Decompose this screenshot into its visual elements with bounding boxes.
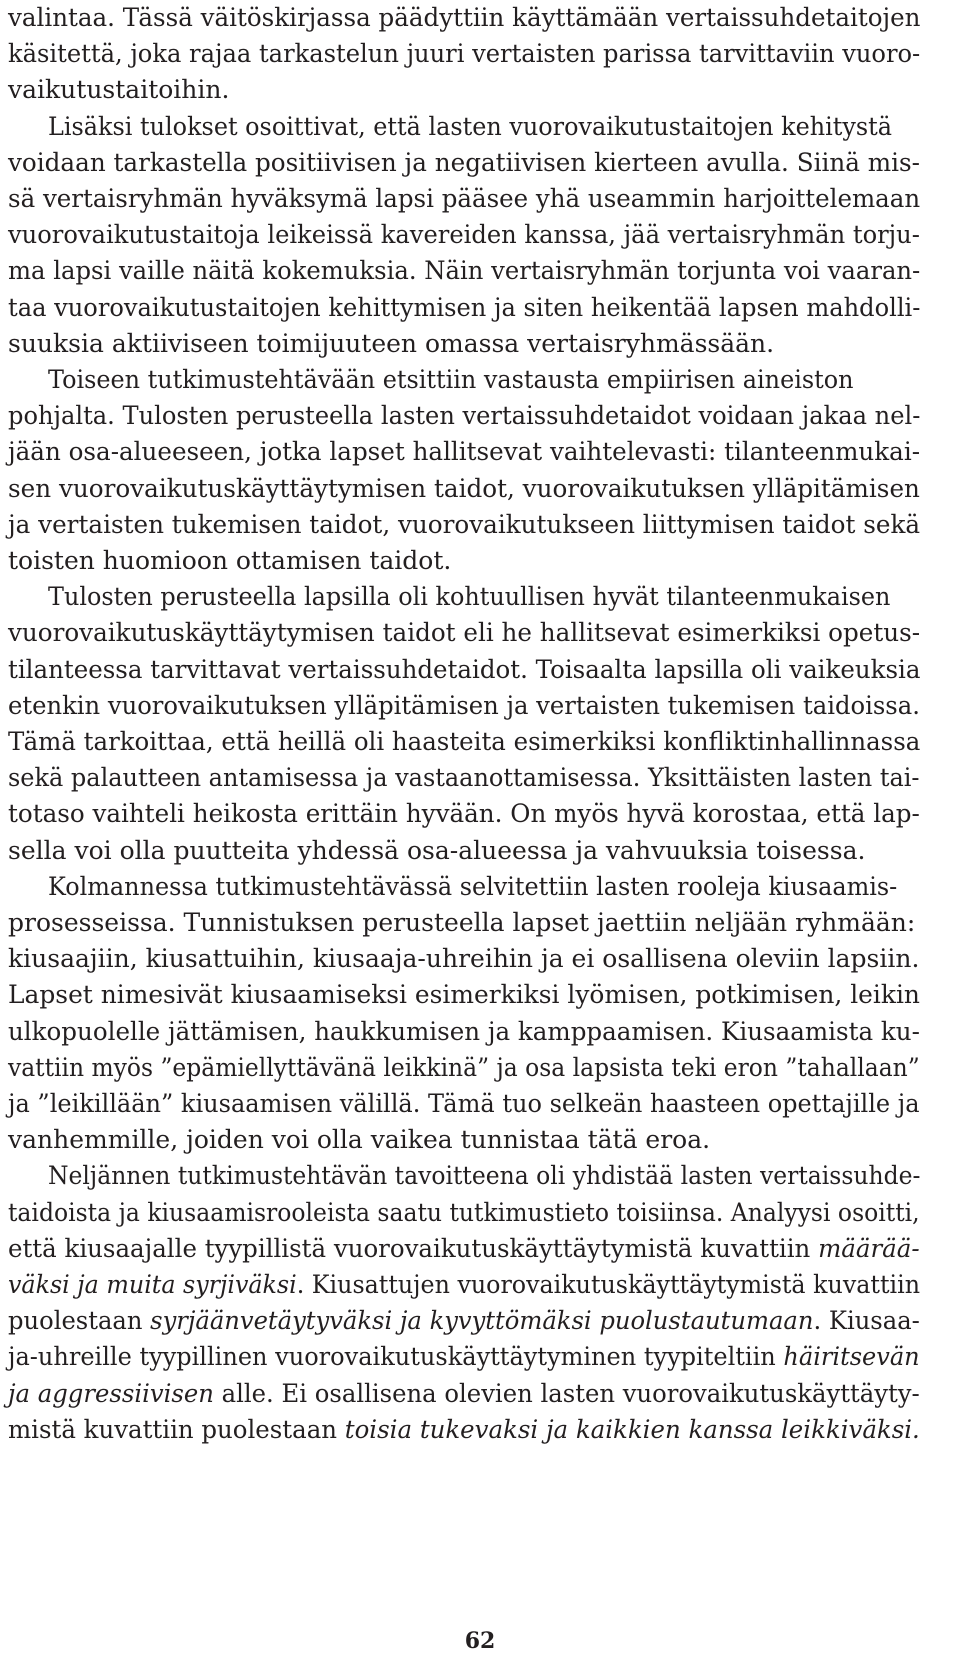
text-line: [8, 505, 920, 545]
text-span: prosesseissa. Tunnistuksen perusteella lapset jaettiin neljään ryhmään:: [8, 908, 916, 937]
text-line: [8, 179, 920, 219]
text-span: ma lapsi vaille näitä kokemuksia. Näin vertaisryhmän torjunta voi vaaran-: [8, 256, 921, 286]
text-span: ja ”leikillään” kiusaamisen välillä. Tämä tuo selkeän haasteen opettajille ja: [8, 1089, 920, 1118]
text-span: pohjalta. Tulosten perusteella lasten vertaissuhdetaidot voidaan jakaa nel-: [8, 401, 921, 431]
text-line: [8, 324, 774, 364]
text-line: [8, 288, 920, 328]
text-span: vanhemmille, joiden voi olla vaikea tunnistaa tätä eroa.: [8, 1125, 711, 1155]
text-line: [8, 70, 229, 110]
text-line: [8, 1374, 920, 1414]
text-line: [8, 1265, 920, 1305]
text-span: Lapset nimesivät kiusaamiseksi esimerkiksi lyömisen, potkimisen, leikin: [8, 980, 920, 1010]
text-span: etenkin vuorovaikutuksen ylläpitämisen ja vertaisten tukemisen taidoissa.: [8, 690, 920, 720]
italic-text: syrjäänvetäytyväksi ja kyvyttömäksi puolustautumaan: [150, 1306, 814, 1336]
text-span: Neljännen tutkimustehtävän tavoitteena oli yhdistää lasten vertaissuhde-: [48, 1161, 921, 1191]
text-line: [8, 1012, 920, 1052]
text-span: Toiseen tutkimustehtävään etsittiin vastausta empiirisen aineiston: [48, 365, 854, 394]
text-line: [8, 939, 919, 979]
italic-text: häiritsevän: [783, 1342, 920, 1372]
text-span: voidaan tarkastella positiivisen ja negatiivisen kierteen avulla. Siinä mis-: [8, 147, 920, 177]
text-line: [8, 215, 920, 255]
text-span: . Kiusattujen vuorovaikutuskäyttäytymistä kuvattiin: [296, 1270, 920, 1299]
text-span: ulkopuolelle jättämisen, haukkumisen ja kamppaamisen. Kiusaamista ku-: [8, 1016, 920, 1046]
text-span: suuksia aktiiviseen toimijuuteen omassa vertaisryhmässään.: [8, 328, 775, 358]
text-span: vuorovaikutustaitoja leikeissä kavereiden kanssa, jää vertaisryhmän torju-: [8, 220, 920, 250]
text-line: [48, 1156, 920, 1196]
text-span: sekä palautteen antamisessa ja vastaanottamisessa. Yksittäisten lasten tai-: [8, 763, 920, 793]
text-line: [8, 34, 920, 74]
text-line: [8, 903, 915, 943]
text-line: [8, 396, 920, 436]
text-line: [8, 541, 451, 581]
italic-text: toisia tukevaksi ja kaikkien kanssa leikkiväksi.: [344, 1414, 920, 1444]
text-line: [8, 1084, 920, 1124]
text-line: [8, 650, 920, 690]
italic-text: ja aggressiivisen: [8, 1378, 214, 1408]
text-span: Tulosten perusteella lapsilla oli kohtuullisen hyvät tilanteenmukaisen: [48, 582, 891, 612]
page-number: 62: [464, 1628, 496, 1654]
text-span: sen vuorovaikutuskäyttäytymisen taidot, vuorovaikutuksen ylläpitämisen: [8, 473, 920, 503]
text-span: alle. Ei osallisena olevien lasten vuorovaikutuskäyttäyty-: [213, 1378, 920, 1408]
text-span: kiusaajiin, kiusattuihin, kiusaaja-uhreihin ja ei osallisena oleviin lapsiin.: [8, 944, 920, 974]
text-span: sella voi olla puutteita yhdessä osa-alueessa ja vahvuuksia toisessa.: [8, 835, 866, 865]
italic-text: väksi ja muita syrjiväksi: [8, 1270, 297, 1299]
text-line: [8, 1193, 920, 1233]
text-span: jään osa-alueeseen, jotka lapset hallitsevat vaihtelevasti: tilanteenmukai-: [8, 437, 921, 467]
text-line: [8, 975, 920, 1015]
text-line: [8, 613, 920, 653]
text-span: totaso vaihteli heikosta erittäin hyvään. On myös hyvä korostaa, että lap-: [8, 799, 920, 829]
text-span: ja-uhreille tyypillinen vuorovaikutuskäyttäytyminen tyypiteltiin: [8, 1342, 784, 1372]
text-line: [48, 107, 892, 147]
text-line: [8, 469, 920, 509]
text-line: [48, 867, 897, 907]
text-span: toisten huomioon ottamisen taidot.: [8, 546, 452, 575]
text-line: [8, 143, 920, 183]
text-line: [8, 794, 920, 834]
text-line: [8, 1120, 710, 1160]
text-span: valintaa. Tässä väitöskirjassa päädyttiin käyttämään vertaissuhdetaitojen: [8, 3, 921, 32]
text-span: puolestaan: [8, 1306, 151, 1336]
text-span: Tämä tarkoittaa, että heillä oli haasteita esimerkiksi konfliktinhallinnassa: [8, 727, 921, 756]
text-line: [8, 831, 865, 871]
text-span: mistä kuvattiin puolestaan: [8, 1414, 345, 1444]
text-line: [8, 251, 920, 291]
text-line: [8, 1410, 920, 1450]
text-line: [8, 1048, 920, 1088]
text-line: [8, 686, 920, 726]
text-span: ja vertaisten tukemisen taidot, vuorovaikutukseen liittymisen taidot sekä: [8, 509, 921, 539]
text-span: vuorovaikutuskäyttäytymisen taidot eli he hallitsevat esimerkiksi opetus-: [8, 618, 921, 648]
text-span: Lisäksi tulokset osoittivat, että lasten vuorovaikutustaitojen kehitystä: [48, 111, 893, 141]
text-span: käsitettä, joka rajaa tarkastelun juuri vertaisten parissa tarvittaviin vuoro-: [8, 39, 921, 69]
text-line: [8, 1301, 920, 1341]
italic-text: määrää-: [818, 1233, 920, 1263]
text-line: [8, 432, 920, 472]
text-span: vattiin myös ”epämiellyttävänä leikkinä” ja osa lapsista teki eron ”tahallaan”: [8, 1052, 920, 1082]
text-span: vaikutustaitoihin.: [8, 75, 230, 105]
text-line: [48, 360, 854, 400]
text-line: [8, 722, 920, 762]
text-span: sä vertaisryhmän hyväksymä lapsi pääsee yhä useammin harjoittelemaan: [8, 184, 921, 213]
text-span: . Kiusaa-: [813, 1306, 920, 1336]
text-line: [48, 577, 890, 617]
text-span: Kolmannessa tutkimustehtävässä selvitettiin lasten rooleja kiusaamis-: [48, 871, 898, 901]
text-span: taidoista ja kiusaamisrooleista saatu tutkimustieto toisiinsa. Analyysi osoitti,: [8, 1197, 920, 1227]
text-line: [8, 0, 920, 38]
text-line: [8, 758, 920, 798]
text-span: tilanteessa tarvittavat vertaissuhdetaidot. Toisaalta lapsilla oli vaikeuksia: [8, 654, 921, 684]
text-line: [8, 1337, 920, 1377]
text-span: että kiusaajalle tyypillistä vuorovaikutuskäyttäytymistä kuvattiin: [8, 1233, 819, 1263]
text-span: taa vuorovaikutustaitojen kehittymisen ja siten heikentää lapsen mahdolli-: [8, 292, 921, 322]
text-line: [8, 1229, 920, 1269]
